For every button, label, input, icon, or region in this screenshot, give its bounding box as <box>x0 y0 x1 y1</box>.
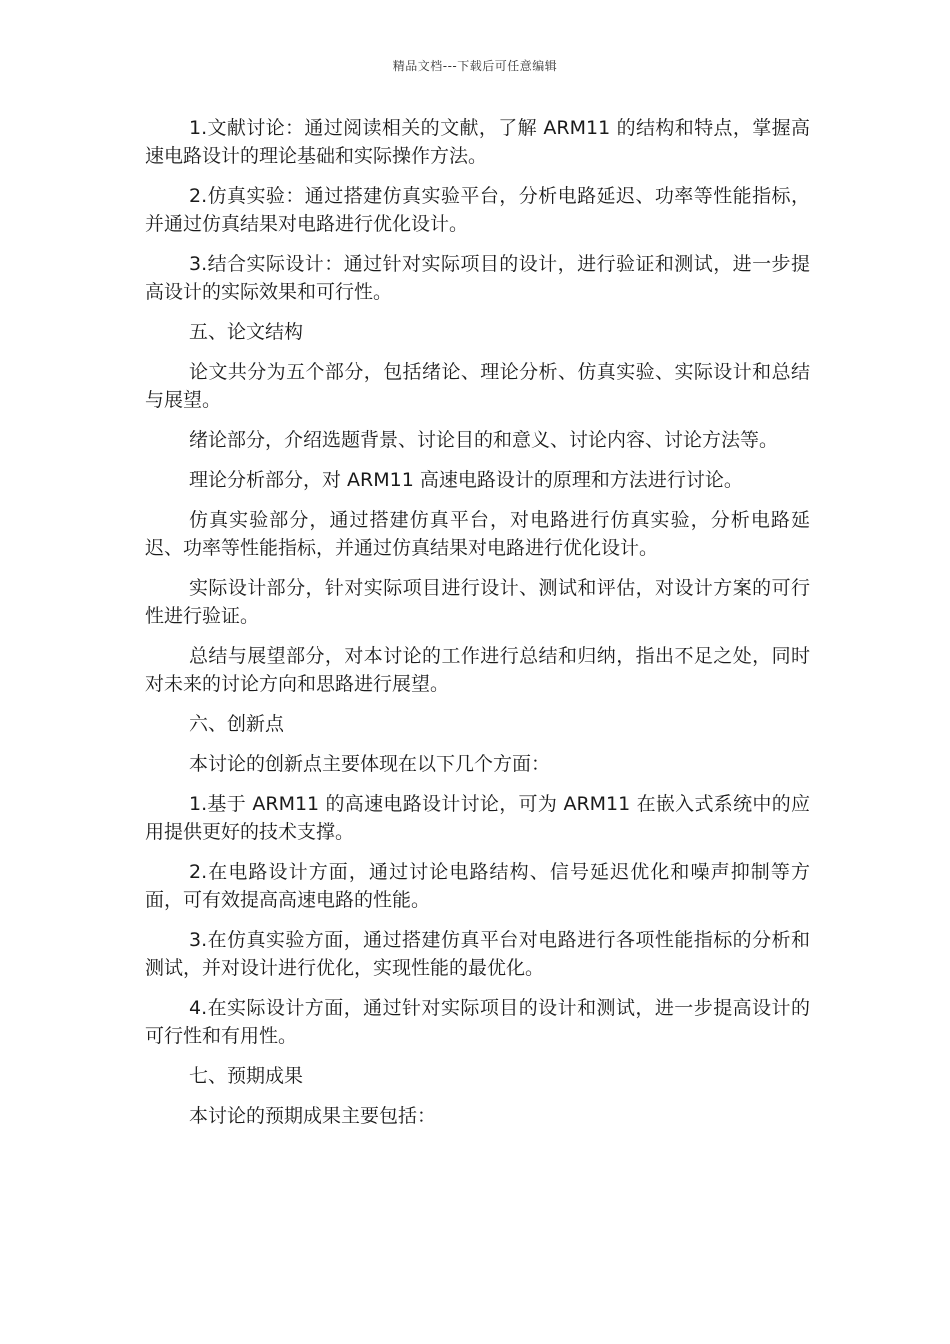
paragraph-method-2: 2.仿真实验：通过搭建仿真实验平台，分析电路延迟、功率等性能指标，并通过仿真结果对电路进行优化设计。 <box>145 185 810 235</box>
section-heading-structure: 五、论文结构 <box>189 321 304 343</box>
page-header: 精品文档---下载后可任意编辑 <box>392 59 558 73</box>
paragraph-structure-summary: 总结与展望部分，对本讨论的工作进行总结和归纳，指出不足之处，同时对未来的讨论方向和思路进行展望。 <box>145 645 810 695</box>
paragraph-results-intro: 本讨论的预期成果主要包括： <box>189 1105 437 1127</box>
paragraph-structure-overview: 论文共分为五个部分，包括绪论、理论分析、仿真实验、实际设计和总结与展望。 <box>145 361 810 411</box>
paragraph-method-3: 3.结合实际设计：通过针对实际项目的设计，进行验证和测试，进一步提高设计的实际效果和可行性。 <box>145 253 810 303</box>
paragraph-innovation-4: 4.在实际设计方面，通过针对实际项目的设计和测试，进一步提高设计的可行性和有用性。 <box>145 997 810 1047</box>
paragraph-structure-intro: 绪论部分，介绍选题背景、讨论目的和意义、讨论内容、讨论方法等。 <box>189 429 779 451</box>
paragraph-method-1: 1.文献讨论：通过阅读相关的文献，了解 ARM11 的结构和特点，掌握高速电路设计的理论基础和实际操作方法。 <box>145 117 810 167</box>
paragraph-innovation-1: 1.基于 ARM11 的高速电路设计讨论，可为 ARM11 在嵌入式系统中的应用提供更好的技术支撑。 <box>145 793 810 843</box>
paragraph-innovation-3: 3.在仿真实验方面，通过搭建仿真平台对电路进行各项性能指标的分析和测试，并对设计进行优化，实现性能的最优化。 <box>145 929 810 979</box>
paragraph-structure-design: 实际设计部分，针对实际项目进行设计、测试和评估，对设计方案的可行性进行验证。 <box>145 577 810 627</box>
section-heading-innovation: 六、创新点 <box>189 713 285 735</box>
paragraph-structure-simulation: 仿真实验部分，通过搭建仿真平台，对电路进行仿真实验，分析电路延迟、功率等性能指标，并通过仿真结果对电路进行优化设计。 <box>145 509 810 559</box>
paragraph-innovation-2: 2.在电路设计方面，通过讨论电路结构、信号延迟优化和噪声抑制等方面，可有效提高高速电路的性能。 <box>145 861 810 911</box>
document-body <box>145 114 810 1142</box>
paragraph-innovation-intro: 本讨论的创新点主要体现在以下几个方面： <box>189 753 551 775</box>
paragraph-structure-theory: 理论分析部分，对 ARM11 高速电路设计的原理和方法进行讨论。 <box>189 469 743 491</box>
section-heading-results: 七、预期成果 <box>189 1065 304 1087</box>
